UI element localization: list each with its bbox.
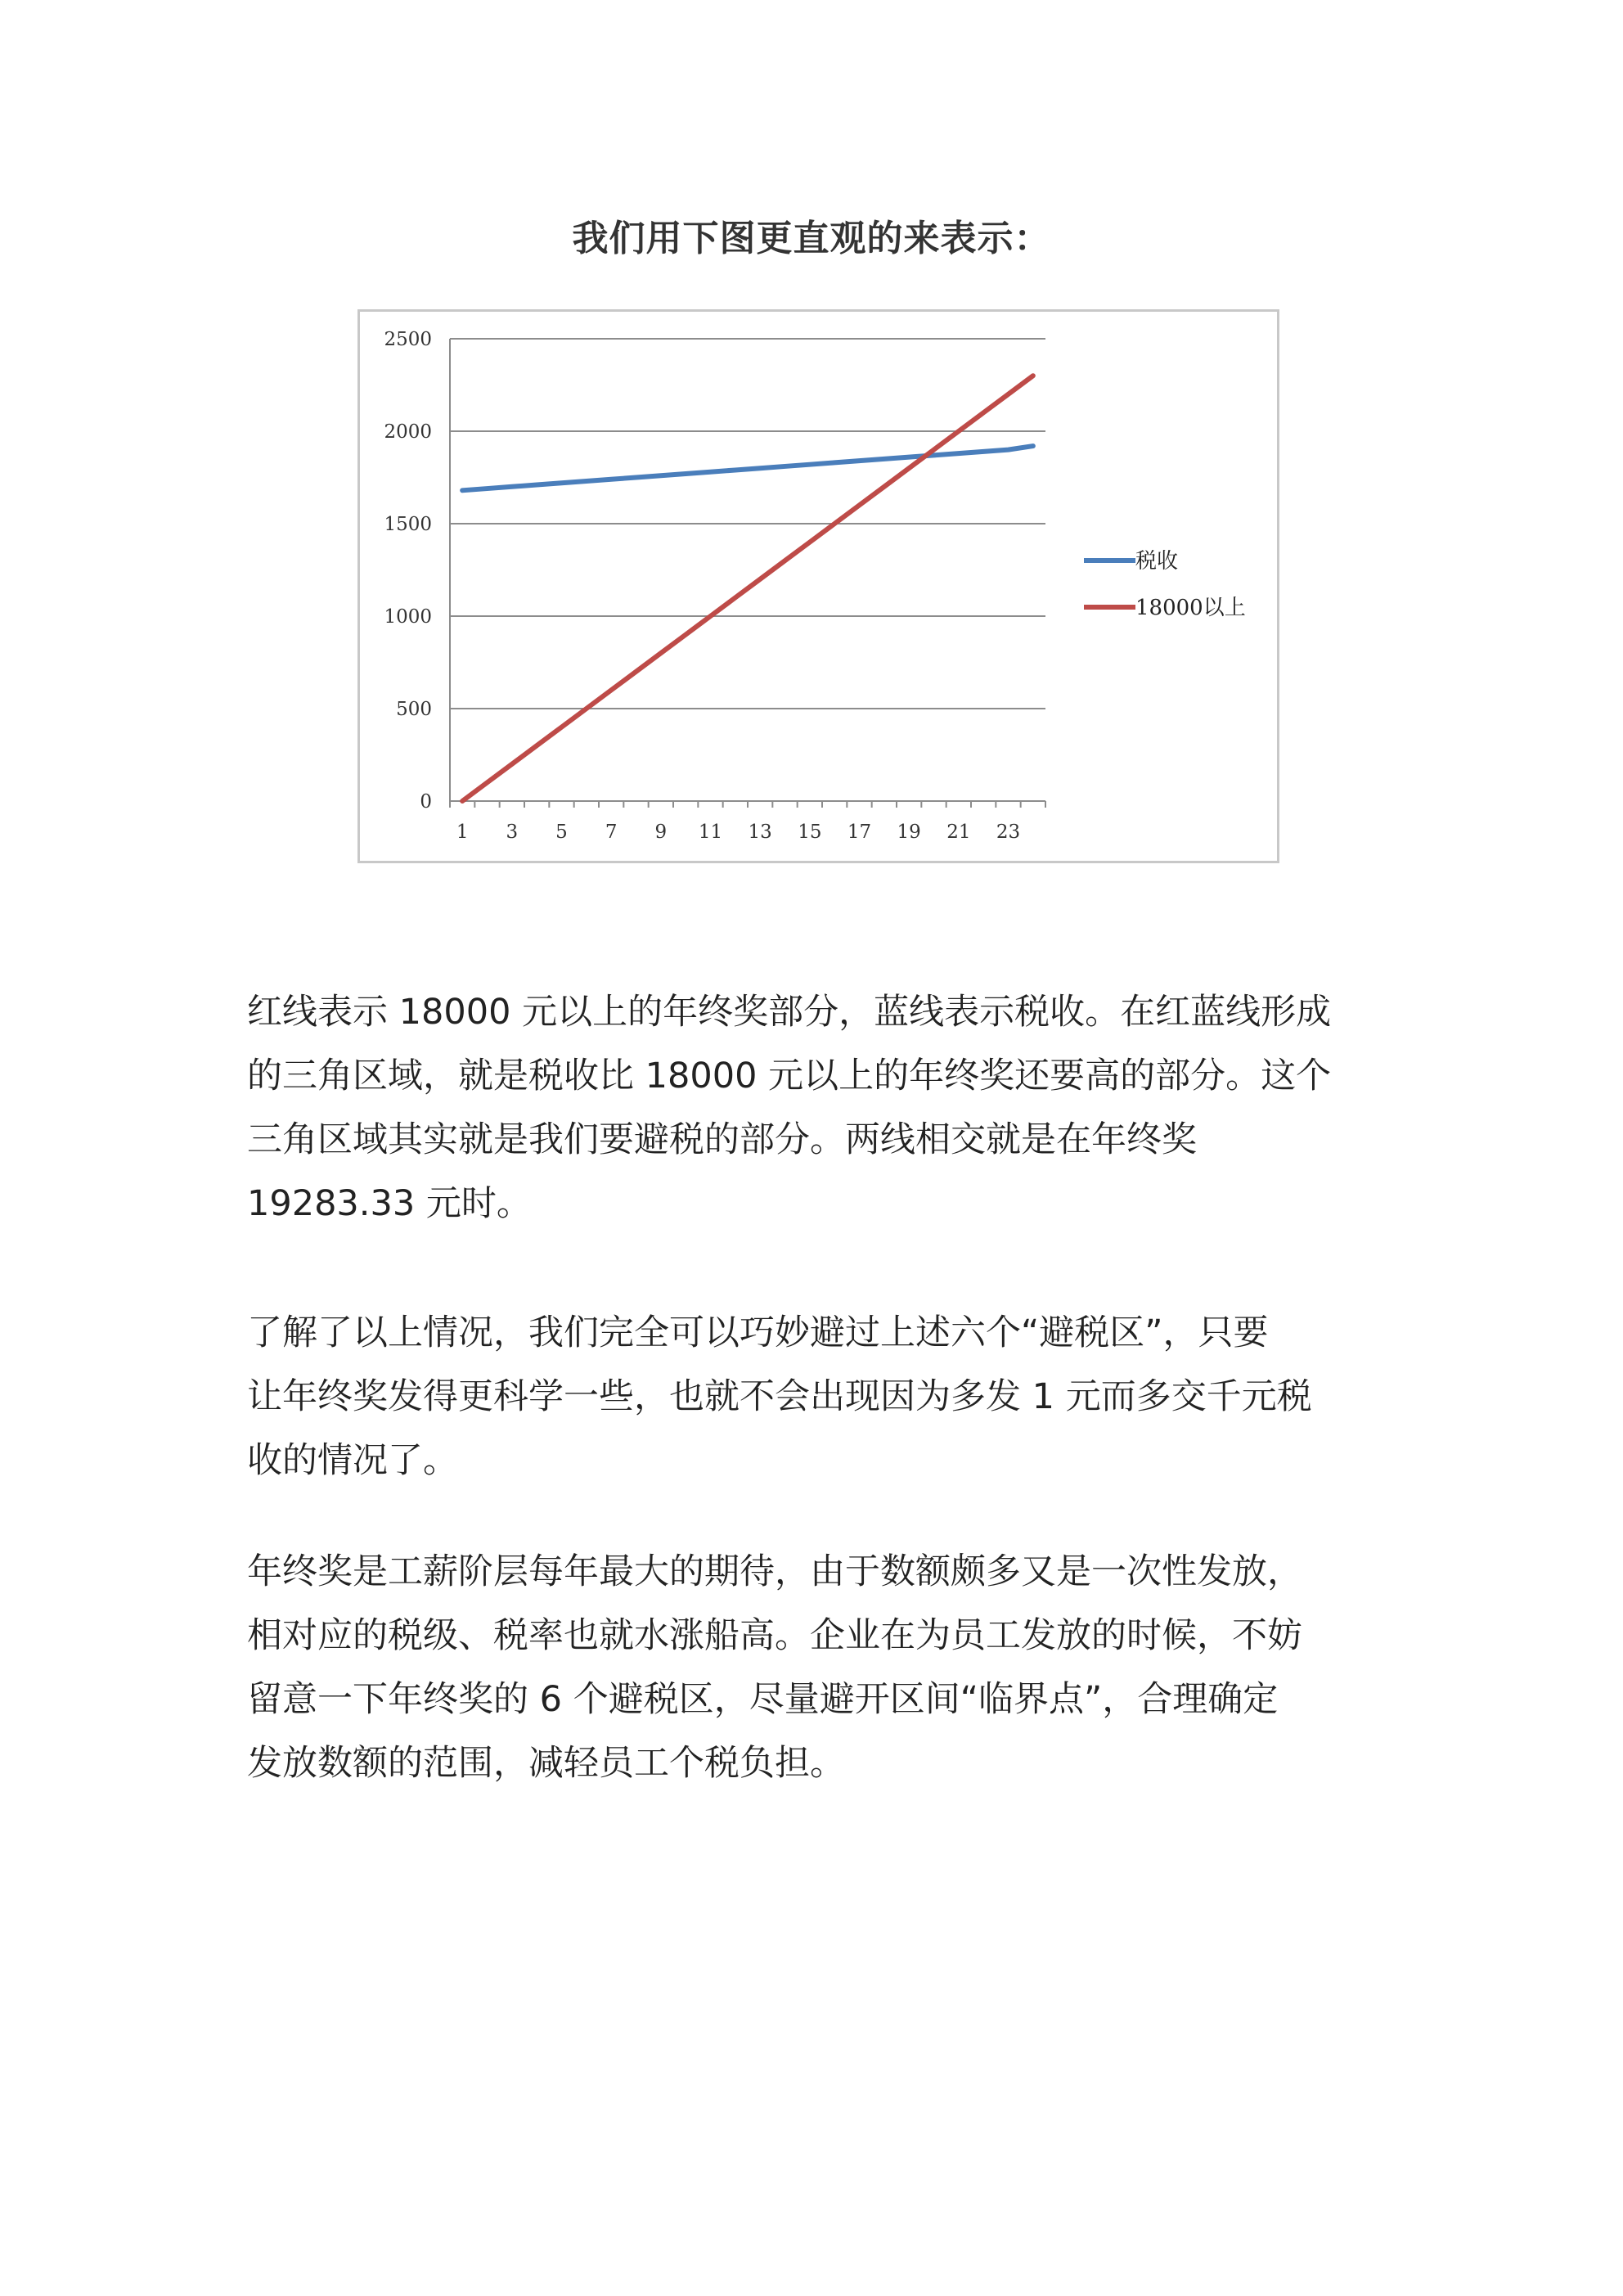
x-tick-label: 15 <box>798 822 822 843</box>
paragraph-line: 红线表示 18000 元以上的年终奖部分，蓝线表示税收。在红蓝线形成 <box>247 992 1332 1033</box>
series-line-1 <box>462 446 1033 490</box>
paragraph-line: 留意一下年终奖的 6 个避税区，尽量避开区间“临界点”，合理确定 <box>247 1679 1279 1720</box>
paragraph-line: 了解了以上情况，我们完全可以巧妙避过上述六个“避税区”，只要 <box>247 1312 1269 1353</box>
line-chart <box>360 312 1277 861</box>
x-tick-label: 17 <box>847 822 872 843</box>
legend-label: 税收 <box>1135 549 1179 574</box>
paragraph-2 <box>247 1301 1392 1492</box>
paragraph-line: 发放数额的范围，减轻员工个税负担。 <box>247 1743 845 1784</box>
x-tick-label: 11 <box>698 822 723 843</box>
x-tick-label: 19 <box>897 822 921 843</box>
x-tick-label: 3 <box>506 822 519 843</box>
x-tick-label: 9 <box>654 822 668 843</box>
x-tick-label: 21 <box>946 822 971 843</box>
paragraph-line: 收的情况了。 <box>247 1440 458 1481</box>
paragraph-line: 相对应的税级、税率也就水涨船高。企业在为员工发放的时候，不妨 <box>247 1615 1302 1656</box>
paragraph-3 <box>247 1540 1392 1795</box>
y-tick-label: 2500 <box>384 329 432 350</box>
paragraph-line: 三角区域其实就是我们要避税的部分。两线相交就是在年终奖 <box>247 1119 1197 1160</box>
paragraph-line: 的三角区域，就是税收比 18000 元以上的年终奖还要高的部分。这个 <box>247 1056 1332 1096</box>
y-tick-label: 500 <box>396 699 432 720</box>
y-tick-label: 1500 <box>384 514 432 535</box>
x-tick-label: 13 <box>748 822 772 843</box>
paragraph-1 <box>247 980 1392 1236</box>
y-tick-label: 0 <box>420 791 432 813</box>
y-tick-label: 1000 <box>384 606 432 628</box>
x-tick-label: 7 <box>605 822 618 843</box>
series-line-2 <box>462 376 1033 801</box>
x-tick-label: 23 <box>996 822 1021 843</box>
paragraph-line: 年终奖是工薪阶层每年最大的期待，由于数额颇多又是一次性发放， <box>247 1551 1302 1592</box>
x-tick-label: 1 <box>456 822 469 843</box>
paragraph-line: 19283.33 元时。 <box>247 1183 532 1224</box>
chart-frame <box>357 309 1279 863</box>
x-tick-label: 5 <box>555 822 568 843</box>
heading: 我们用下图更直观的来表示： <box>572 218 1051 259</box>
y-tick-label: 2000 <box>384 421 432 443</box>
paragraph-line: 让年终奖发得更科学一些，也就不会出现因为多发 1 元而多交千元税 <box>247 1376 1312 1417</box>
legend-label: 18000以上 <box>1135 596 1246 620</box>
